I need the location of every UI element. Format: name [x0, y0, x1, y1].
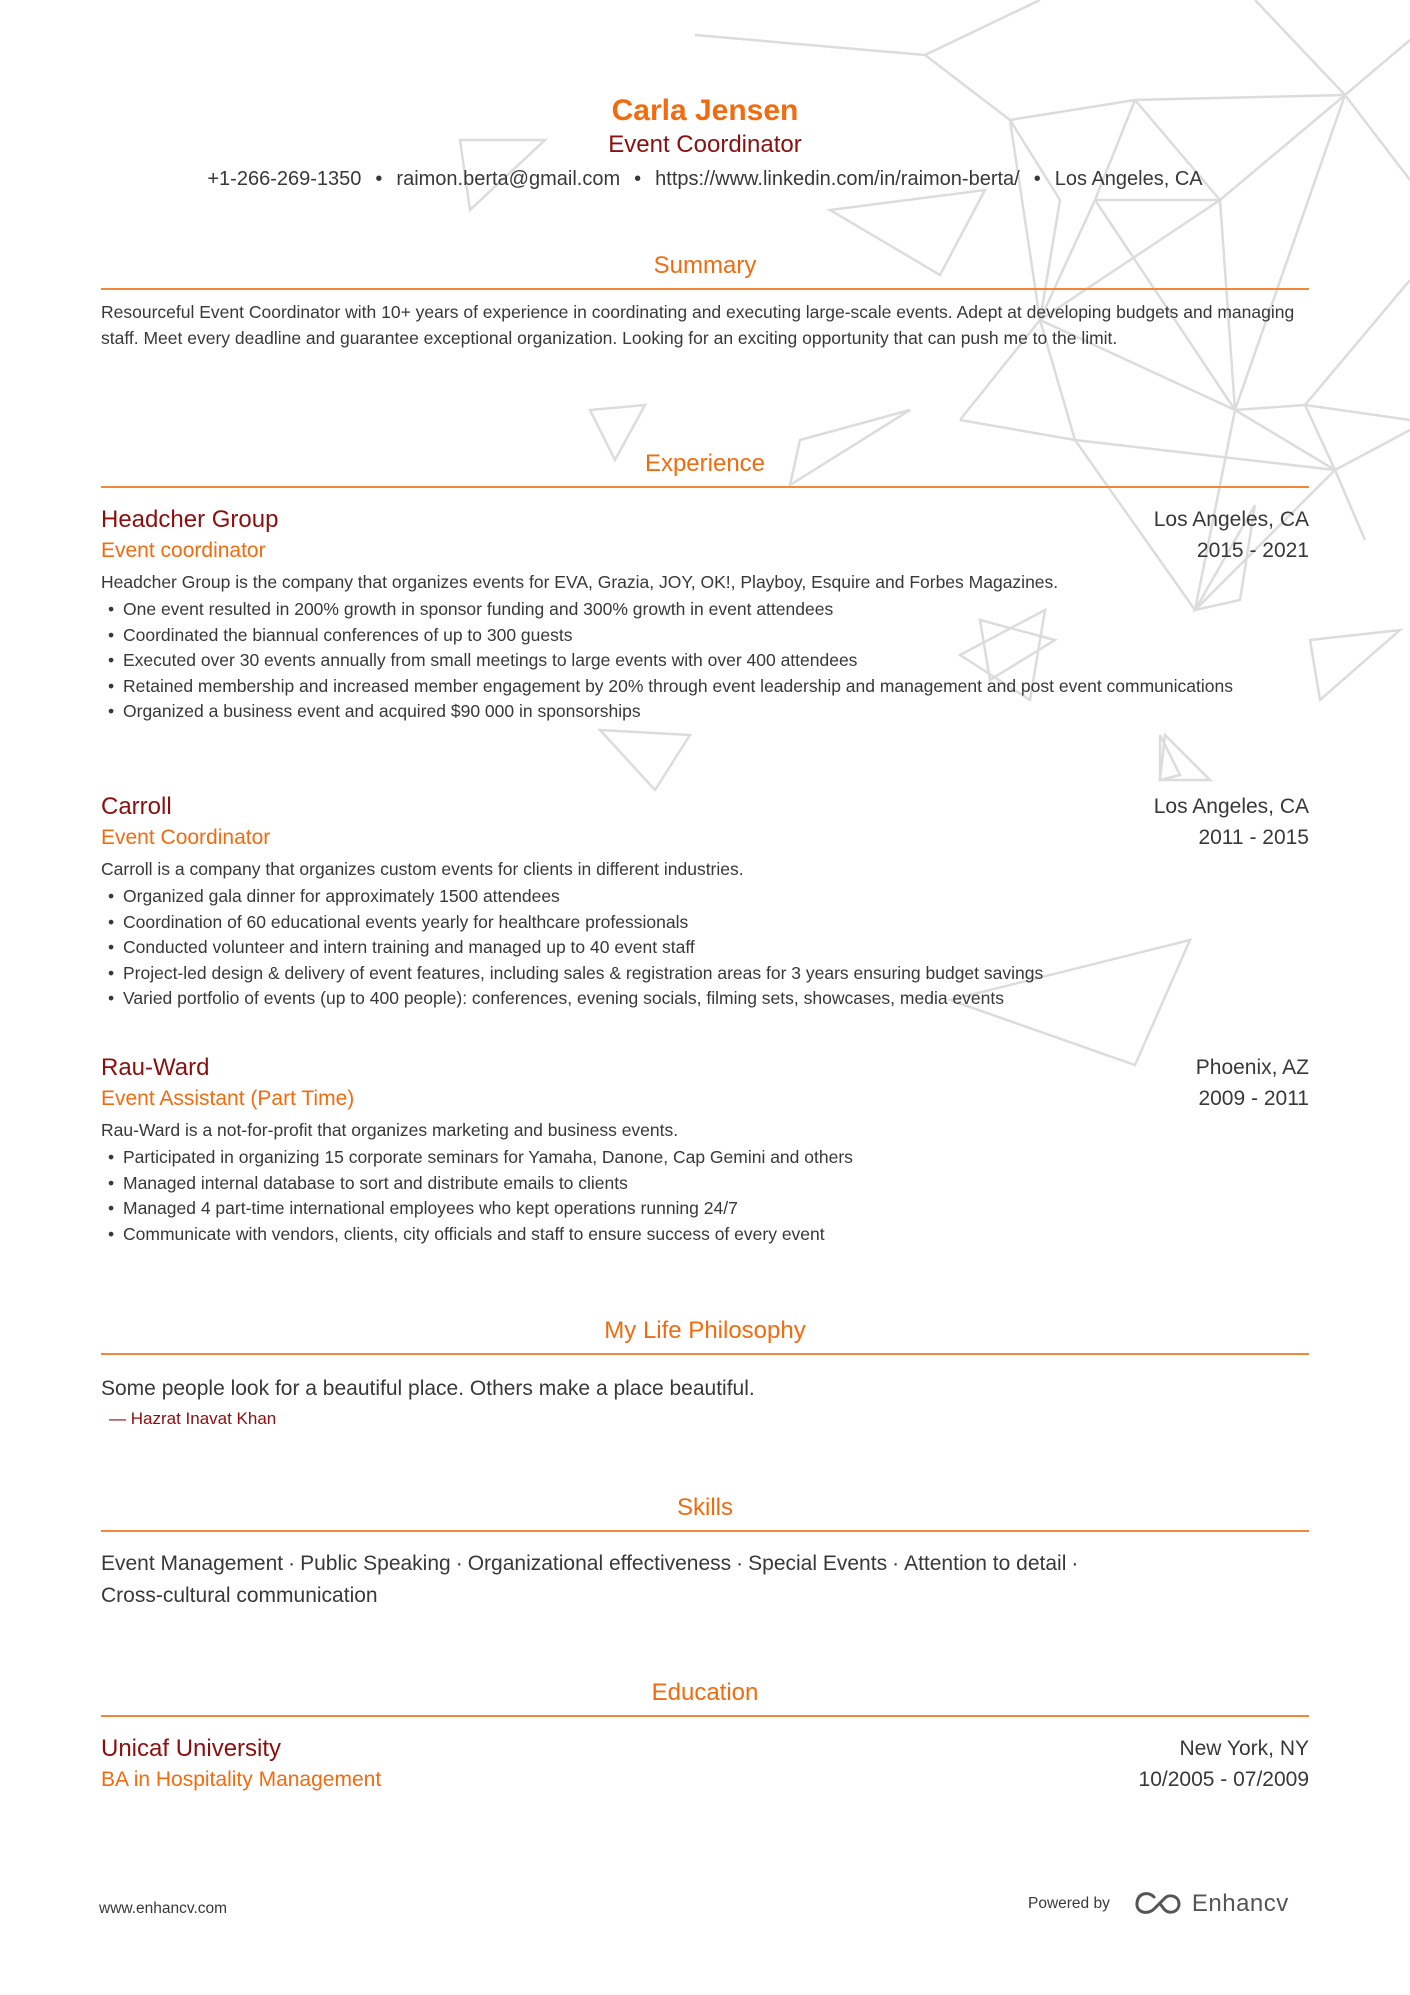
philosophy-heading: My Life Philosophy — [101, 1315, 1309, 1355]
contact-separator: • — [375, 168, 383, 190]
contact-separator: • — [634, 168, 642, 190]
skill-separator: · — [288, 1552, 296, 1575]
skill-item: Special Events — [748, 1552, 888, 1575]
achievement-item: • Managed 4 part-time international employees who kept operations running 24/7 — [101, 1196, 1309, 1222]
resume-header — [0, 92, 1410, 192]
philosophy-section — [101, 1315, 1309, 1431]
skills-section — [101, 1492, 1309, 1612]
skill-item: Cross-cultural communication — [101, 1584, 378, 1607]
skill-item: Organizational effectiveness — [467, 1552, 732, 1575]
company-name: Rau-Ward — [101, 1054, 210, 1081]
achievement-item: • Coordinated the biannual conferences of up to 300 guests — [101, 623, 1309, 649]
job-entry — [101, 1052, 1309, 1247]
education-section — [101, 1677, 1309, 1795]
job-dates: 2009 - 2011 — [1198, 1087, 1309, 1110]
footer-website[interactable]: www.enhancv.com — [99, 1900, 228, 1917]
skill-separator: · — [892, 1552, 900, 1575]
achievement-item: • Communicate with vendors, clients, city officials and staff to ensure success of every event — [101, 1222, 1309, 1248]
skill-item: Attention to detail — [904, 1552, 1067, 1575]
skill-item: Event Management — [101, 1552, 284, 1575]
enhancv-logo-icon — [1134, 1891, 1182, 1917]
school-name: Unicaf University — [101, 1735, 282, 1762]
job-location: Los Angeles, CA — [1153, 508, 1309, 531]
achievement-item: • Retained membership and increased member engagement by 20% through event leadership and management and post event communications — [101, 674, 1309, 700]
summary-text: Resourceful Event Coordinator with 10+ years of experience in coordinating and executing large-scale events. Adept at developing budgets and managing staff. Meet every deadline and guarantee exceptional organization. Looking for an exciting opportunity that can push me to the limit. — [101, 302, 1295, 348]
brand-name[interactable]: Enhancv — [1191, 1890, 1289, 1917]
company-description: Carroll is a company that organizes custom events for clients in different industries. — [101, 859, 744, 879]
achievement-list — [101, 597, 1309, 725]
contact-separator: • — [1033, 168, 1041, 190]
job-title: Event coordinator — [101, 539, 266, 562]
achievement-item: • Organized a business event and acquired $90 000 in sponsorships — [101, 699, 1309, 725]
skill-separator: · — [736, 1552, 744, 1575]
job-title: Event Assistant (Part Time) — [101, 1087, 355, 1110]
skills-list — [101, 1548, 1309, 1612]
achievement-item: • Varied portfolio of events (up to 400 people): conferences, evening socials, filming sets, showcases, media events — [101, 986, 1309, 1012]
powered-by-label: Powered by — [1028, 1895, 1110, 1912]
education-entry — [101, 1733, 1309, 1795]
achievement-item: • Conducted volunteer and intern training and managed up to 40 event staff — [101, 935, 1309, 961]
quote-dash: — — [109, 1409, 126, 1428]
job-dates: 2015 - 2021 — [1196, 539, 1309, 562]
contact-line — [0, 166, 1410, 192]
summary-heading: Summary — [101, 250, 1309, 290]
footer-branding — [1028, 1890, 1289, 1918]
company-description: Headcher Group is the company that organizes events for EVA, Grazia, JOY, OK!, Playboy, Esquire and Forbes Magazines. — [101, 572, 1059, 592]
skill-item: Public Speaking — [300, 1552, 451, 1575]
skills-heading: Skills — [101, 1492, 1309, 1532]
achievement-item: • Participated in organizing 15 corporate seminars for Yamaha, Danone, Cap Gemini and others — [101, 1145, 1309, 1171]
email-link[interactable]: raimon.berta@gmail.com — [396, 168, 621, 190]
achievement-list — [101, 884, 1309, 1012]
company-name: Headcher Group — [101, 506, 279, 533]
experience-section — [101, 448, 1309, 1268]
education-heading: Education — [101, 1677, 1309, 1717]
experience-heading: Experience — [101, 448, 1309, 488]
summary-section — [101, 250, 1309, 351]
education-dates: 10/2005 - 07/2009 — [1138, 1768, 1309, 1791]
linkedin-link[interactable]: https://www.linkedin.com/in/raimon-berta/ — [655, 168, 1020, 190]
phone-number[interactable]: +1-266-269-1350 — [207, 168, 362, 190]
school-location: New York, NY — [1179, 1737, 1309, 1760]
achievement-item: • Coordination of 60 educational events yearly for healthcare professionals — [101, 910, 1309, 936]
candidate-role: Event Coordinator — [608, 131, 802, 158]
company-name: Carroll — [101, 793, 172, 820]
degree: BA in Hospitality Management — [101, 1768, 382, 1791]
job-entry — [101, 791, 1309, 1012]
quote-author-line — [101, 1407, 1309, 1431]
achievement-item: • Managed internal database to sort and distribute emails to clients — [101, 1171, 1309, 1197]
achievement-item: • Organized gala dinner for approximately 1500 attendees — [101, 884, 1309, 910]
skill-separator: · — [1071, 1552, 1079, 1575]
job-location: Phoenix, AZ — [1195, 1056, 1309, 1079]
achievement-item: • One event resulted in 200% growth in sponsor funding and 300% growth in event attendees — [101, 597, 1309, 623]
achievement-list — [101, 1145, 1309, 1247]
quote-author: Hazrat Inavat Khan — [130, 1409, 277, 1428]
job-location: Los Angeles, CA — [1153, 795, 1309, 818]
achievement-item: • Executed over 30 events annually from small meetings to large events with over 400 attendees — [101, 648, 1309, 674]
job-title: Event Coordinator — [101, 826, 271, 849]
candidate-name: Carla Jensen — [611, 94, 799, 127]
skill-separator: · — [455, 1552, 463, 1575]
job-dates: 2011 - 2015 — [1198, 826, 1309, 849]
candidate-location: Los Angeles, CA — [1054, 168, 1203, 190]
achievement-item: • Project-led design & delivery of event features, including sales & registration areas for 3 years ensuring budget savings — [101, 961, 1309, 987]
job-entry — [101, 504, 1309, 725]
company-description: Rau-Ward is a not-for-profit that organizes marketing and business events. — [101, 1120, 679, 1140]
philosophy-quote: Some people look for a beautiful place. Others make a place beautiful. — [101, 1377, 755, 1400]
